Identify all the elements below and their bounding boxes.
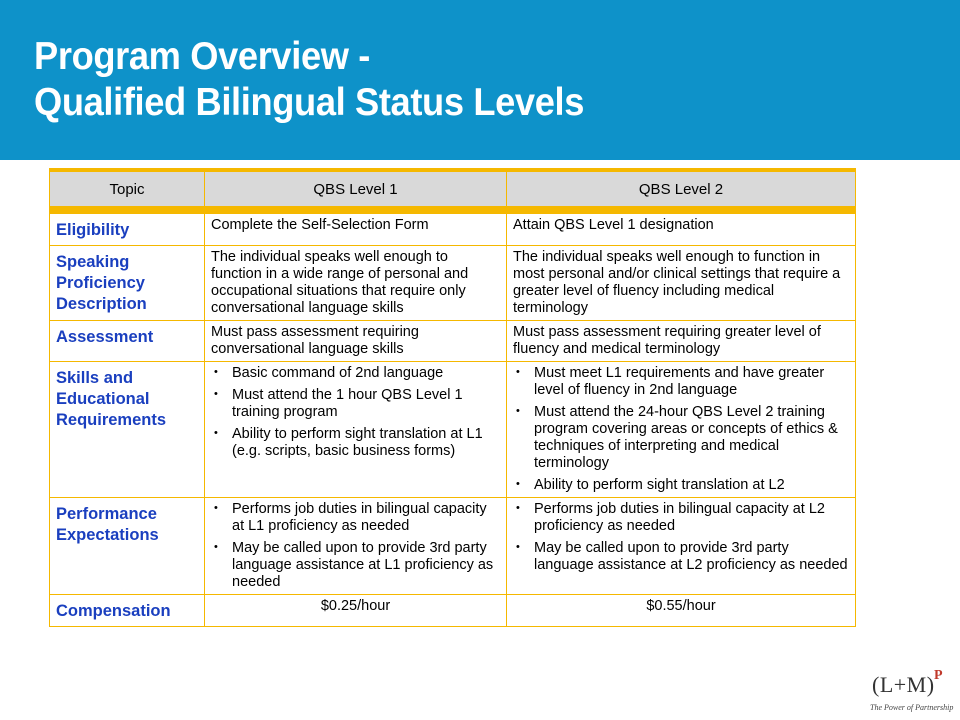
table-row-speaking-proficiency (50, 246, 856, 321)
table-row-skills-education (50, 362, 856, 498)
level1-cell: Must pass assessment requiring conversational language skills (205, 321, 507, 362)
header-topic: Topic (50, 170, 205, 208)
topic-cell: Skills and Educational Requirements (50, 362, 205, 498)
level1-cell: The individual speaks well enough to function in a wide range of personal and occupational situations that require only conversational language skills (205, 246, 507, 321)
list-item: • Performs job duties in bilingual capacity at L2 proficiency as needed (513, 501, 849, 535)
level2-cell: Attain QBS Level 1 designation (507, 212, 856, 246)
level2-cell: $0.55/hour (507, 595, 856, 627)
level2-cell (507, 362, 856, 498)
topic-cell: Eligibility (50, 212, 205, 246)
table-row-performance (50, 498, 856, 595)
topic-cell: Compensation (50, 595, 205, 627)
table-header-row (50, 170, 856, 208)
topic-cell: Performance Expectations (50, 498, 205, 595)
list-item: • Must attend the 24-hour QBS Level 2 training program covering areas or concepts of ethics & techniques of interpreting and medical terminology (513, 404, 849, 472)
table-row-assessment (50, 321, 856, 362)
slide-title-line1: Program Overview - (34, 35, 371, 78)
level1-cell (205, 498, 507, 595)
list-item: • Must meet L1 requirements and have greater level of fluency in 2nd language (513, 365, 849, 399)
logo-wordmark: (L+M) (872, 672, 935, 697)
logo-tagline: The Power of Partnership (870, 703, 954, 712)
list-item: • Basic command of 2nd language (211, 365, 500, 382)
list-item: • Ability to perform sight translation at L1 (e.g. scripts, basic business forms) (211, 426, 500, 460)
topic-cell: Assessment (50, 321, 205, 362)
list-item: • May be called upon to provide 3rd party language assistance at L1 proficiency as needed (211, 540, 500, 591)
header-qbs-level-2: QBS Level 2 (507, 170, 856, 208)
level1-cell (205, 362, 507, 498)
slide-title-line2: Qualified Bilingual Status Levels (34, 81, 585, 124)
level2-cell: The individual speaks well enough to function in most personal and/or clinical settings that require a greater level of fluency including medical terminology (507, 246, 856, 321)
level1-cell: Complete the Self-Selection Form (205, 212, 507, 246)
table-row-compensation (50, 595, 856, 627)
header-qbs-level-1: QBS Level 1 (205, 170, 507, 208)
table-row-eligibility (50, 212, 856, 246)
level2-cell: Must pass assessment requiring greater level of fluency and medical terminology (507, 321, 856, 362)
level2-cell (507, 498, 856, 595)
company-logo (868, 668, 952, 716)
list-item: • Ability to perform sight translation at L2 (513, 477, 849, 494)
list-item: • Performs job duties in bilingual capacity at L1 proficiency as needed (211, 501, 500, 535)
logo-superscript: P (934, 668, 943, 683)
list-item: • Must attend the 1 hour QBS Level 1 training program (211, 387, 500, 421)
topic-cell: Speaking Proficiency Description (50, 246, 205, 321)
slide-title (34, 34, 584, 126)
level1-cell: $0.25/hour (205, 595, 507, 627)
qbs-levels-table (49, 168, 855, 627)
list-item: • May be called upon to provide 3rd party language assistance at L2 proficiency as needed (513, 540, 849, 574)
